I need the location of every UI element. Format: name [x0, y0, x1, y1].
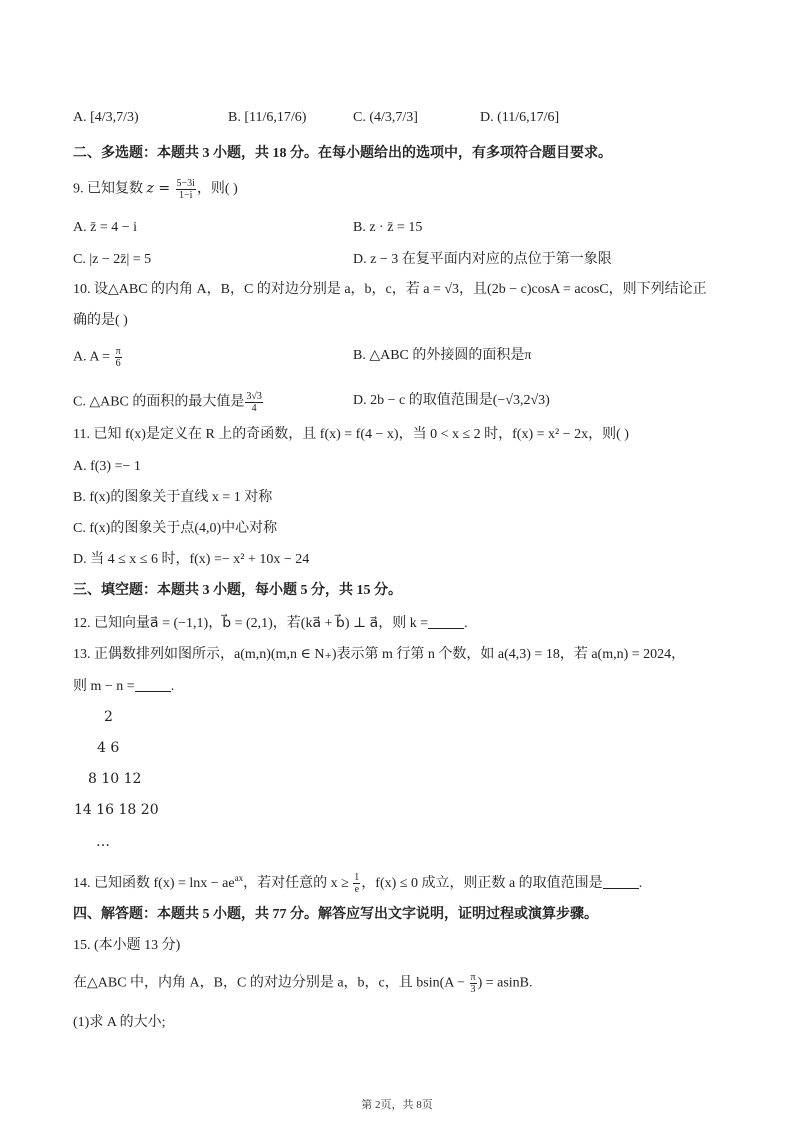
q10-line-1: 10. 设△ABC 的内角 A，B，C 的对边分别是 a，b，c，若 a = √3，且(2b − c)cosA = acosC，则下列结论正	[73, 282, 707, 297]
q9-option-c: C. |z − 2z̄| = 5	[73, 252, 152, 267]
q9-fraction	[176, 178, 196, 201]
q13-triangle-row-3: 8 10 12	[88, 771, 142, 787]
q9-option-d-prefix: D. z − 3	[353, 252, 402, 267]
q13-triangle-row-1: 2	[104, 709, 113, 725]
q13-answer-blank	[135, 677, 171, 692]
page-footer: 第 2页，共 8页	[361, 1099, 433, 1111]
q14-end: .	[638, 876, 643, 891]
q13-triangle-row-4: 14 16 18 20	[74, 802, 159, 818]
q13-line-1: 13. 正偶数排列如图所示，a(m,n)(m,n ∈ N₊)表示第 m 行第 n 个数，如 a(4,3) = 18，若 a(m,n) = 2024，	[73, 647, 686, 662]
q10-option-d: D. 2b − c 的取值范围是(−√3,2√3)	[353, 393, 550, 408]
q13-line2-suffix: .	[170, 679, 175, 694]
q12-answer-blank	[428, 614, 464, 629]
q15-stem-suffix: ) = asinB.	[477, 975, 533, 991]
q9-frac-num: 5−3i	[176, 178, 195, 189]
q9-option-d	[353, 250, 612, 270]
q9-option-b: B. z · z̄ = 15	[353, 220, 423, 235]
q15-part-1: (1)求 A 的大小;	[73, 1015, 166, 1030]
q14-answer-blank	[603, 874, 639, 889]
q9-stem-prefix: 9. 已知复数	[73, 181, 147, 197]
q15-stem	[73, 972, 533, 995]
q10-option-c-den: 4	[251, 403, 257, 414]
q15-frac-num: π	[470, 972, 476, 983]
q12-prefix: 12. 已知向量a⃗ = (−1,1)，b⃗ = (2,1)，若(ka⃗ + b⃗) ⊥ a⃗，则 k =	[73, 616, 429, 631]
section-4-title: 四、解答题：本题共 5 小题，共 77 分。解答应写出文字说明，证明过程或演算步骤。	[73, 907, 598, 922]
q13-triangle-row-5: …	[96, 834, 110, 850]
q10-option-a-prefix: A. A =	[73, 349, 114, 365]
q15-fraction	[470, 972, 477, 995]
q10-option-a-den: 6	[115, 358, 121, 369]
q10-option-c-fraction	[245, 391, 263, 414]
q15-stem-prefix: 在△ABC 中，内角 A，B，C 的对边分别是 a，b，c，且 bsin(A −	[73, 975, 469, 991]
q12-suffix: .	[464, 616, 468, 631]
q9-stem-suffix: ，则( )	[196, 181, 238, 197]
q11-option-c: C. f(x)的图象关于点(4,0)中心对称	[73, 521, 278, 536]
q10-option-a-num: π	[115, 346, 121, 357]
q13-line2-prefix: 则 m − n =	[73, 679, 135, 694]
q11-option-b: B. f(x)的图象关于直线 x = 1 对称	[73, 490, 273, 505]
q11-option-d: D. 当 4 ≤ x ≤ 6 时，f(x) =− x² + 10x − 24	[73, 552, 310, 567]
q8-option-c: C. (4/3,7/3]	[353, 110, 418, 125]
q8-option-d: D. (11/6,17/6]	[480, 110, 560, 125]
q10-option-c-prefix: C. △ABC 的面积的最大值是	[73, 394, 245, 410]
q15-frac-den: 3	[470, 984, 476, 995]
q13-line-2	[73, 677, 174, 697]
q14-fraction	[353, 872, 360, 895]
section-3-title: 三、填空题：本题共 3 小题，每小题 5 分，共 15 分。	[73, 583, 402, 598]
q15-header: 15. (本小题 13 分)	[73, 938, 181, 953]
q14-frac-den: e	[354, 884, 360, 896]
q9-frac-den: 1−i	[179, 190, 193, 201]
q10-option-a	[73, 346, 123, 369]
q9-expr-lhs: z =	[146, 180, 175, 197]
q14-exponent: ax	[234, 873, 244, 883]
q8-option-a: A. [4/3,7/3)	[73, 110, 139, 125]
section-2-title: 二、多选题：本题共 3 小题，共 18 分。在每小题给出的选项中，有多项符合题目要求。	[73, 146, 612, 161]
q10-option-a-fraction	[115, 346, 122, 369]
q11-option-a: A. f(3) =− 1	[73, 459, 141, 474]
q14-suffix: ，f(x) ≤ 0 成立，则正数 a 的取值范围是	[361, 876, 603, 891]
q9-stem	[73, 178, 238, 201]
q14-frac-num: 1	[354, 872, 360, 884]
q14-mid: ，若对任意的 x ≥	[243, 876, 353, 891]
q14-stem	[73, 868, 642, 895]
q13-triangle-row-2: 4 6	[97, 740, 120, 756]
q10-option-c-num: 3√3	[246, 391, 262, 402]
q8-option-b: B. [11/6,17/6)	[228, 110, 307, 125]
q11-stem: 11. 已知 f(x)是定义在 R 上的奇函数，且 f(x) = f(4 − x)，当 0 < x ≤ 2 时，f(x) = x² − 2x，则( )	[73, 427, 629, 442]
q10-option-c	[73, 391, 264, 414]
q10-option-b: B. △ABC 的外接圆的面积是π	[353, 348, 532, 363]
q14-prefix: 14. 已知函数 f(x) = lnx − ae	[73, 876, 235, 891]
q9-option-d-text: 在复平面内对应的点位于第一象限	[401, 252, 612, 267]
q12-stem	[73, 614, 468, 634]
q9-option-a: A. z̄ = 4 − i	[73, 220, 138, 235]
q10-line-2: 确的是( )	[73, 313, 128, 328]
